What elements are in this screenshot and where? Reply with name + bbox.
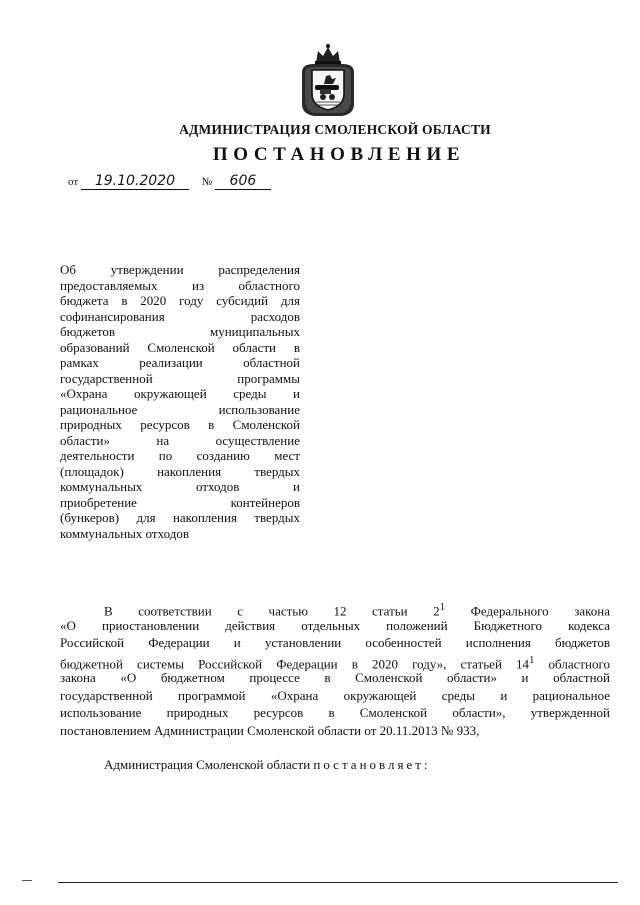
subject-line: приобретение контейнеров — [60, 494, 300, 510]
handwritten-number: 606 — [229, 173, 257, 189]
subject-line: (бункеров) для накопления твердых — [60, 510, 300, 525]
subject-line: «Охрана окружающей среды и — [60, 386, 300, 401]
resolution-subject: Администрация Смоленской области — [104, 757, 314, 772]
body-line — [60, 652, 610, 670]
subject-line: предоставляемых из областного — [60, 277, 300, 293]
document-subject — [60, 262, 300, 541]
subject-line: коммунальных отходов и — [60, 479, 300, 494]
body-text: В соответствии с частью 12 статьи 2 — [104, 603, 440, 619]
page-bottom-rule — [58, 882, 618, 883]
subject-line: бюджета в 2020 году субсидий для — [60, 293, 300, 308]
body-line: «О приостановлении действия отдельных положений Бюджетного кодекса — [60, 617, 610, 633]
organization-name: АДМИНИСТРАЦИЯ СМОЛЕНСКОЙ ОБЛАСТИ — [179, 122, 491, 137]
smolensk-coat-of-arms-icon — [296, 42, 360, 120]
subject-line: (площадок) накопления твердых — [60, 463, 300, 479]
preamble-paragraph — [60, 599, 610, 739]
superscript: 1 — [439, 601, 446, 613]
subject-line: рациональное использование — [60, 401, 300, 417]
scan-mark — [22, 880, 32, 881]
subject-line: деятельности по созданию мест — [60, 448, 300, 463]
resolution-clause — [104, 757, 431, 773]
resolution-verb: постановляет: — [313, 757, 431, 772]
subject-line: природных ресурсов в Смоленской — [60, 417, 300, 432]
body-text: бюджетной системы Российской Федерации в 2020 году», статьей 14 — [60, 655, 530, 671]
subject-line: Об утверждении распределения — [60, 262, 300, 277]
subject-line: области» на осуществление — [60, 432, 300, 448]
date-number-line — [68, 174, 271, 190]
subject-line: рамках реализации областной — [60, 355, 300, 370]
number-prefix: № — [201, 176, 213, 188]
organization-title — [0, 121, 640, 139]
body-text: Федерального закона — [445, 603, 611, 619]
subject-line: софинансирования расходов — [60, 308, 300, 324]
document-type — [0, 144, 640, 166]
subject-line: бюджетов муниципальных — [60, 324, 300, 339]
number-field — [215, 174, 271, 190]
body-line: постановлением Администрации Смоленской области от 20.11.2013 № 933, — [60, 722, 480, 738]
body-line: Российской Федерации и установлении особенностей исполнения бюджетов — [60, 635, 610, 650]
handwritten-date: 19.10.2020 — [94, 173, 175, 189]
date-field — [81, 174, 189, 190]
subject-line: коммунальных отходов — [60, 525, 189, 541]
body-text: областного — [534, 655, 611, 671]
document-type-label: ПОСТАНОВЛЕНИЕ — [212, 144, 466, 165]
subject-line: государственной программы — [60, 370, 300, 386]
superscript: 1 — [529, 653, 535, 666]
body-line — [60, 599, 610, 617]
subject-line: образований Смоленской области в — [60, 339, 300, 355]
body-line: государственной программой «Охрана окружающей среды и рациональное — [60, 687, 610, 703]
body-line: использование природных ресурсов в Смоленской области», утвержденной — [60, 705, 610, 720]
body-line: закона «О бюджетном процессе в Смоленской области» и областной — [60, 670, 610, 685]
date-prefix: от — [68, 176, 79, 188]
